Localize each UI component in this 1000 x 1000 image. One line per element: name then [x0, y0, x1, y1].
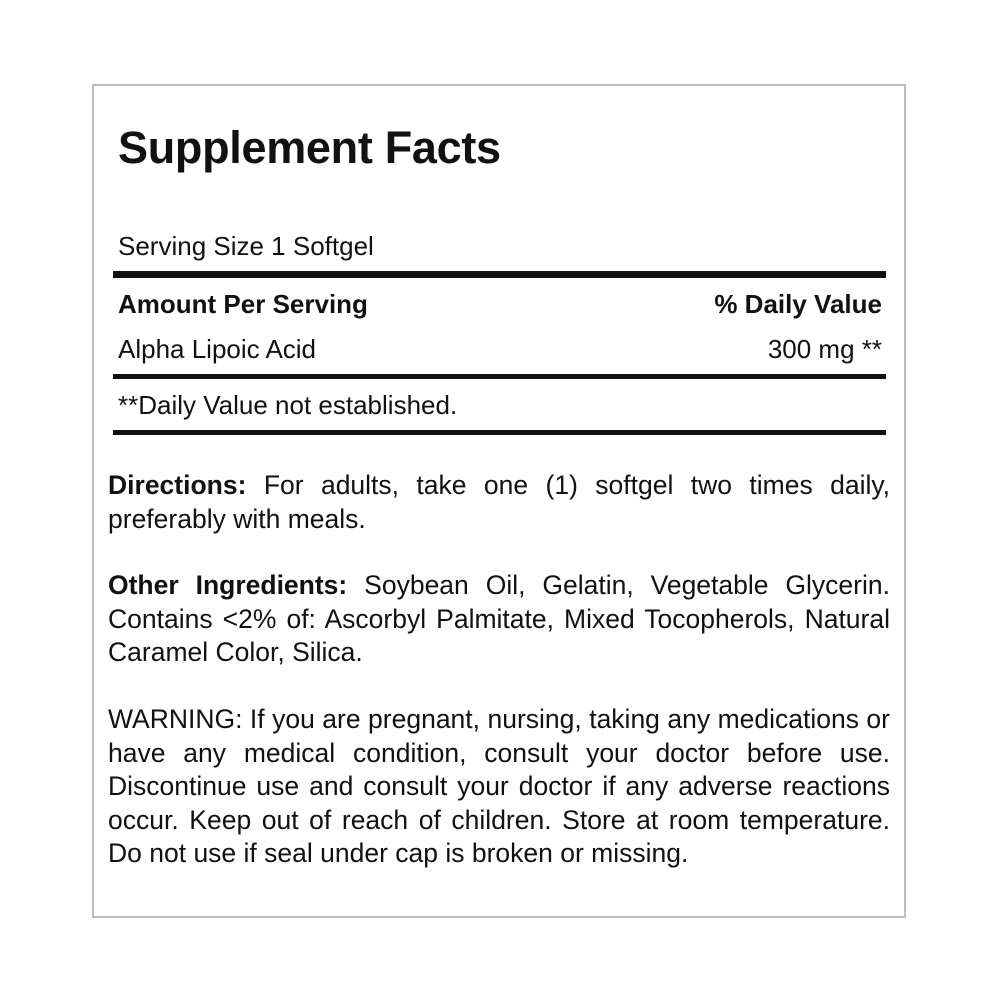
- ingredient-name: Alpha Lipoic Acid: [118, 334, 317, 364]
- thick-divider: [113, 271, 886, 278]
- panel-title: Supplement Facts: [118, 122, 501, 173]
- other-ingredients-paragraph: [108, 569, 890, 670]
- table-header-row: [118, 289, 882, 320]
- directions-heading: Directions:: [108, 470, 247, 500]
- table-row: [118, 334, 882, 365]
- amount-per-serving-heading: Amount Per Serving: [118, 289, 368, 319]
- warning-paragraph: WARNING: If you are pregnant, nursing, taking any medications or have any medical condition, consult your doctor before use. Discontinue use and consult your doctor if any adverse reactions occur. Keep out of reach of children. Store at room temperature. Do not use if seal under cap is broken or missing.: [108, 704, 890, 868]
- other-ingredients-text: Soybean Oil, Gelatin, Vegetable Glycerin. Contains <2% of: Ascorbyl Palmitate, Mixed Tocopherols, Natural Caramel Color, Silica.: [108, 570, 890, 667]
- bottom-divider: [113, 430, 886, 435]
- ingredient-amount: 300 mg **: [767, 334, 882, 364]
- serving-size: Serving Size 1 Softgel: [118, 231, 374, 261]
- other-ingredients-heading: Other Ingredients:: [108, 570, 348, 600]
- daily-value-footnote: **Daily Value not established.: [118, 390, 458, 420]
- directions-paragraph: [108, 469, 890, 536]
- daily-value-heading: % Daily Value: [714, 289, 882, 319]
- directions-text: For adults, take one (1) softgel two times daily, preferably with meals.: [108, 470, 890, 534]
- divider: [113, 374, 886, 379]
